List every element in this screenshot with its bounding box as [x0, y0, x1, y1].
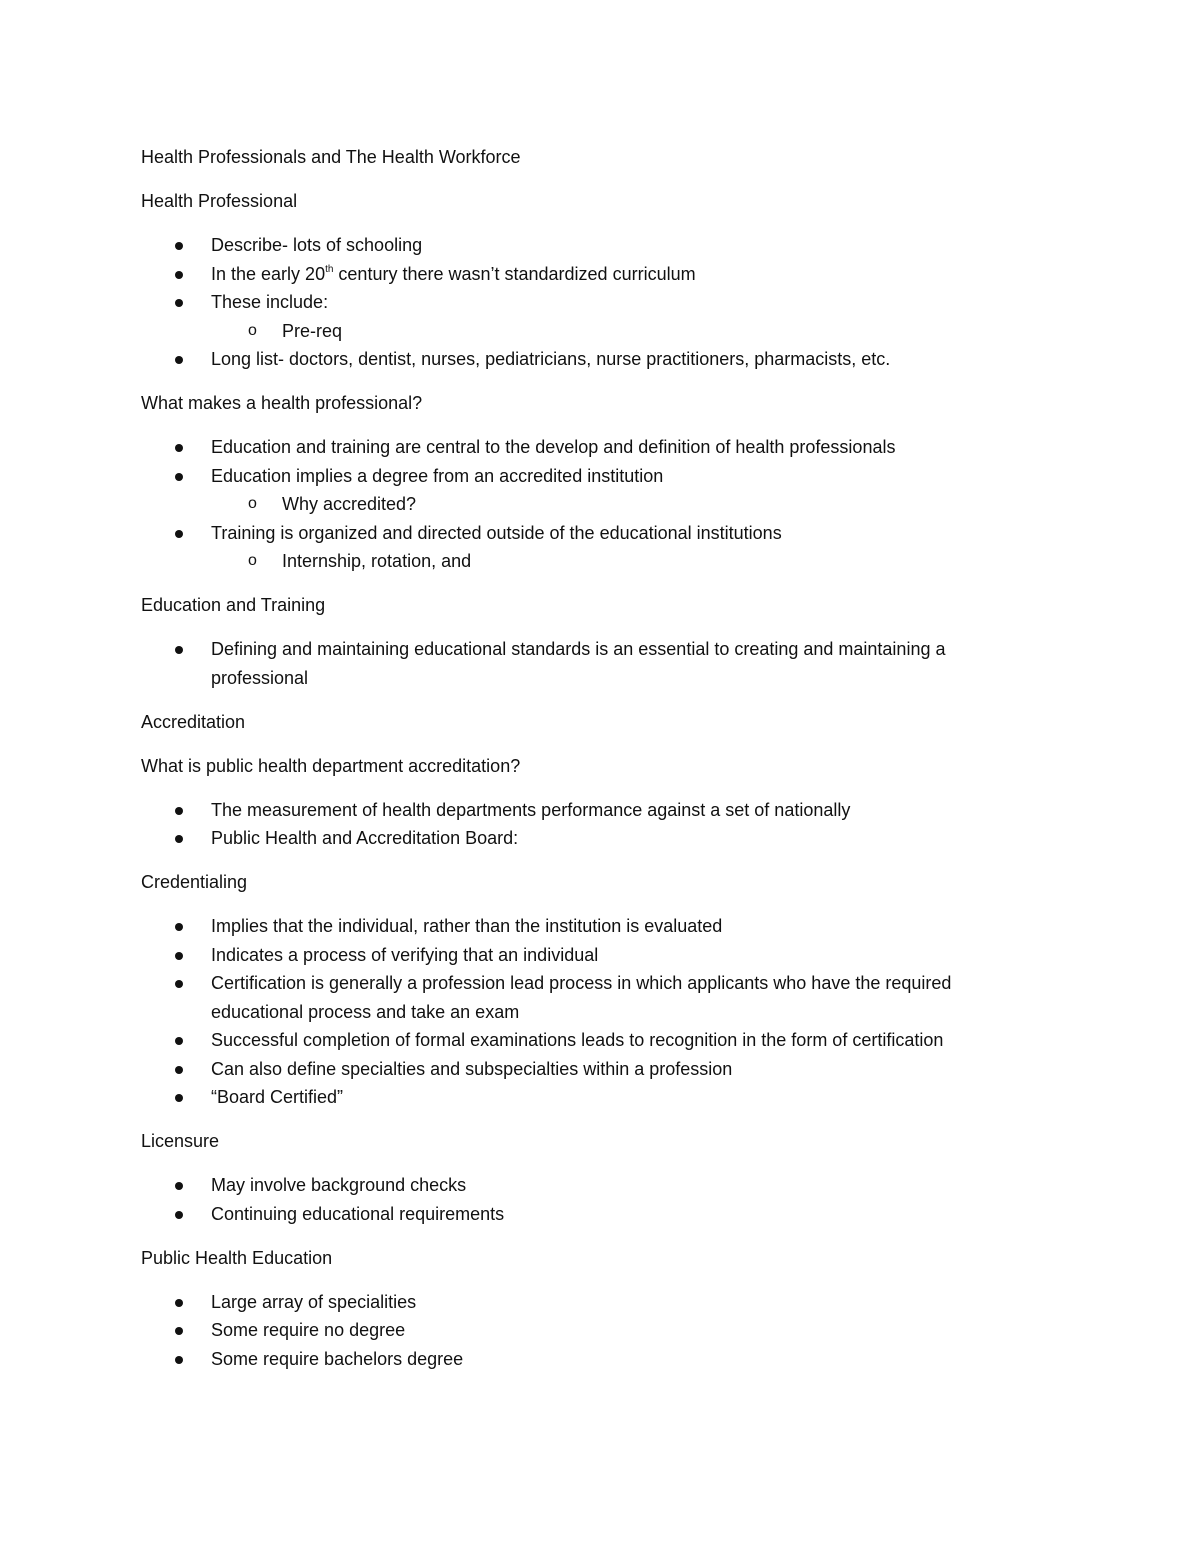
bullet-icon: [175, 1094, 183, 1102]
bullet-icon: [175, 530, 183, 538]
section-heading-what-makes: What makes a health professional?: [141, 393, 423, 413]
list-item: Public Health and Accreditation Board:: [141, 824, 1041, 853]
bullet-icon: [175, 271, 183, 279]
section-heading-credentialing: Credentialing: [141, 872, 248, 892]
section-heading-health-professional: Health Professional: [141, 191, 298, 211]
bullet-list: [141, 433, 1041, 576]
bullet-icon: [175, 923, 183, 931]
list-item: Defining and maintaining educational standards is an essential to creating and maintaining a professional: [141, 635, 1041, 692]
bullet-list: [141, 912, 1041, 1112]
list-item: Successful completion of formal examinations leads to recognition in the form of certification: [141, 1026, 1041, 1055]
bullet-icon: [175, 1066, 183, 1074]
bullet-icon: [175, 444, 183, 452]
section-heading-accreditation: Accreditation: [141, 711, 246, 732]
list-item: Certification is generally a profession lead process in which applicants who have the required educational process and take an exam: [141, 969, 1041, 1026]
list-item: Indicates a process of verifying that an individual: [141, 941, 1041, 970]
document-page: [141, 143, 1041, 1389]
bullet-icon: [175, 952, 183, 960]
section-heading-education-training: Education and Training: [141, 595, 326, 615]
sub-list-item: o Pre-req: [141, 317, 1041, 346]
list-item: Education and training are central to the develop and definition of health professionals: [141, 433, 1041, 462]
bullet-icon: [175, 835, 183, 843]
bullet-icon: [175, 1182, 183, 1190]
bullet-icon: [175, 980, 183, 988]
list-item: Education implies a degree from an accredited institution: [141, 462, 1041, 491]
bullet-icon: [175, 473, 183, 481]
bullet-icon: [175, 646, 183, 654]
circle-bullet-icon: o: [248, 495, 257, 512]
bullet-icon: [175, 807, 183, 815]
list-item: Continuing educational requirements: [141, 1200, 1041, 1229]
bullet-list: [141, 796, 1041, 853]
bullet-list: [141, 635, 1041, 692]
list-item: The measurement of health departments performance against a set of nationally: [141, 796, 1041, 825]
list-item: Implies that the individual, rather than the institution is evaluated: [141, 912, 1041, 941]
bullet-icon: [175, 1037, 183, 1045]
bullet-list: [141, 1171, 1041, 1228]
list-item: Describe- lots of schooling: [141, 231, 1041, 260]
list-item: Training is organized and directed outside of the educational institutions: [141, 519, 1041, 548]
list-item: In the early 20th century there wasn’t standardized curriculum: [141, 260, 1041, 289]
list-item: Some require no degree: [141, 1316, 1041, 1345]
bullet-icon: [175, 242, 183, 250]
sub-list-item: o Internship, rotation, and: [141, 547, 1041, 576]
bullet-list: [141, 231, 1041, 374]
list-item: Can also define specialties and subspecialties within a profession: [141, 1055, 1041, 1084]
circle-bullet-icon: o: [248, 552, 257, 569]
list-item: Large array of specialities: [141, 1288, 1041, 1317]
bullet-icon: [175, 299, 183, 307]
list-item: Long list- doctors, dentist, nurses, pediatricians, nurse practitioners, pharmacists, etc.: [141, 345, 1041, 374]
list-item: Some require bachelors degree: [141, 1345, 1041, 1374]
list-item: These include:: [141, 288, 1041, 317]
bullet-list: [141, 1288, 1041, 1374]
circle-bullet-icon: o: [248, 321, 257, 339]
bullet-icon: [175, 1299, 183, 1307]
document-title: Health Professionals and The Health Workforce: [141, 147, 521, 167]
bullet-icon: [175, 356, 183, 364]
section-heading-licensure: Licensure: [141, 1131, 220, 1151]
section-heading-public-health-accreditation: What is public health department accreditation?: [141, 755, 521, 776]
bullet-icon: [175, 1356, 183, 1364]
bullet-icon: [175, 1327, 183, 1335]
list-item: “Board Certified”: [141, 1083, 1041, 1112]
bullet-icon: [175, 1211, 183, 1219]
sub-list-item: o Why accredited?: [141, 490, 1041, 519]
list-item: May involve background checks: [141, 1171, 1041, 1200]
section-heading-public-health-education: Public Health Education: [141, 1247, 333, 1268]
